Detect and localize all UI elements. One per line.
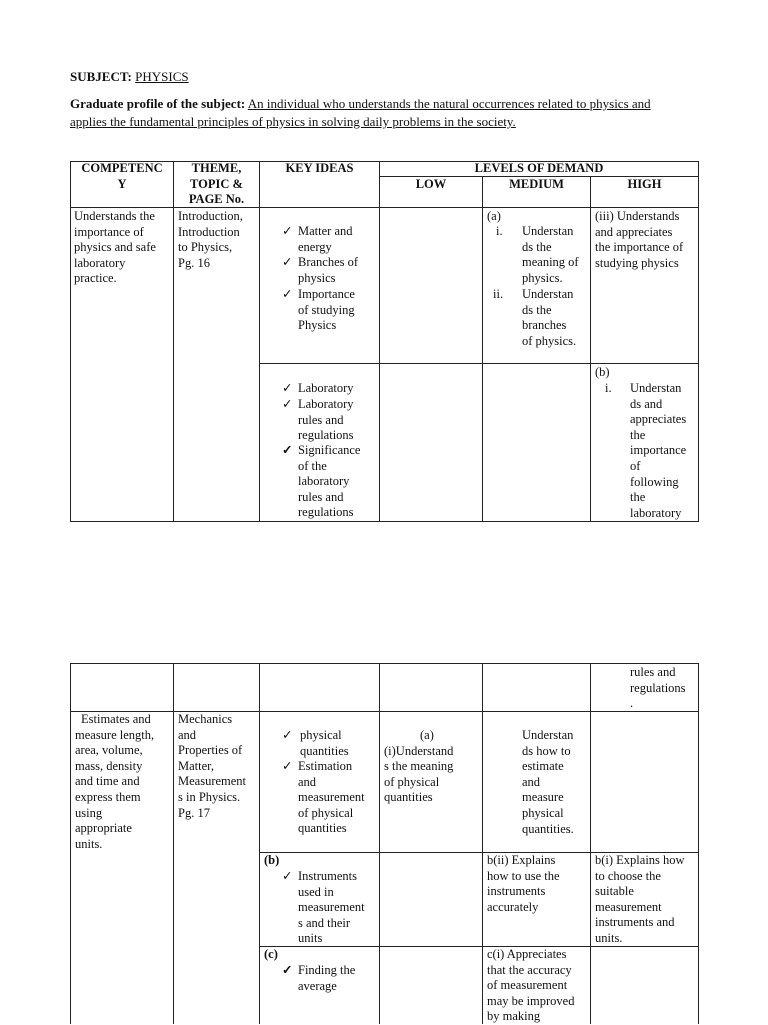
check-icon: ✓ [282,224,293,238]
subject-value: PHYSICS [135,69,189,84]
t1-high-cell: (iii) Understands and appreciates the importance of studying physics [595,209,684,270]
t2-key-idea-b1: Instruments used in measurement s and their units [298,869,365,946]
check-icon: ✓ [282,869,293,883]
header-key-ideas: KEY IDEAS [285,161,354,175]
profile-line2: applies the fundamental principles of physics in solving daily problems in the society. [70,114,516,129]
t2-key-idea-a1: physical quantities [300,728,349,758]
t1-key-idea-2: Branches of physics [298,255,359,285]
t1-medium-ii-num: ii. [493,287,504,301]
t1-medium-i-num: i. [496,224,503,238]
check-icon: ✓ [282,255,293,269]
check-icon: ✓ [282,963,293,977]
check-icon: ✓ [282,443,293,457]
check-icon: ✓ [282,728,293,742]
t1-theme-cell: Introduction, Introduction to Physics, Pg. 16 [178,209,243,270]
t2-competency-cell: Estimates and measure length, area, volume, mass, density and time and express them using appropriate units. [75,712,155,851]
t2-theme-cell: Mechanics and Properties of Matter, Measurement s in Physics. Pg. 17 [178,712,247,820]
t2-medium-cell: Understan ds how to estimate and measure physical quantities. [522,728,574,836]
header-low: LOW [415,177,447,191]
check-icon: ✓ [282,287,293,301]
t1-competency-cell: Understands the importance of physics and safe laboratory practice. [74,209,156,286]
t1-row2-key-idea-1: Laboratory [298,381,354,395]
t1-row2-key-idea-3: Significance of the laboratory rules and regulations [298,443,361,520]
subject-line [70,69,189,85]
t2-cont-high: rules and regulations . [630,665,686,711]
subject-label: SUBJECT: [70,69,132,84]
header-levels-of-demand: LEVELS OF DEMAND [474,161,604,175]
graduate-profile [70,95,690,131]
t2-row-b-high: b(i) Explains how to choose the suitable measurement instruments and units. [595,853,685,945]
profile-label: Graduate profile of the subject: [70,96,246,111]
t2-key-idea-c1: Finding the average [298,963,356,993]
t2-row-b-medium: b(ii) Explains how to use the instruments accurately [487,853,560,914]
profile-line1: An individual who understands the natural occurrences related to physics and [247,96,651,111]
header-high: HIGH [627,177,662,191]
t1-key-idea-3: Importance of studying Physics [298,287,355,333]
t1-high-i-num: i. [605,381,612,395]
t1-medium-i: Understan ds the meaning of physics. [522,224,579,285]
t1-high-b-label: (b) [595,365,610,379]
header-medium: MEDIUM [509,177,564,191]
check-icon: ✓ [282,381,293,395]
t1-key-idea-1: Matter and energy [298,224,353,254]
header-theme: THEME, TOPIC & PAGE No. [188,161,245,207]
t2-row-c-label: (c) [264,947,278,961]
t2-row-c-medium: c(i) Appreciates that the accuracy of measurement may be improved by making [487,947,575,1024]
t2-low-cell: (a) (i)Understand s the meaning of physical quantities [384,728,454,805]
t1-medium-a-label: (a) [487,209,501,223]
header-competency: COMPETENC Y [81,161,163,191]
t1-medium-ii: Understan ds the branches of physics. [522,287,577,348]
t1-row2-key-idea-2: Laboratory rules and regulations [298,397,354,443]
t1-high-i: Understan ds and appreciates the importance of following the laboratory [630,381,687,520]
t2-key-idea-a2: Estimation and measurement of physical quantities [298,759,365,836]
t2-row-b-label: (b) [264,853,280,867]
check-icon: ✓ [282,397,293,411]
check-icon: ✓ [282,759,293,773]
